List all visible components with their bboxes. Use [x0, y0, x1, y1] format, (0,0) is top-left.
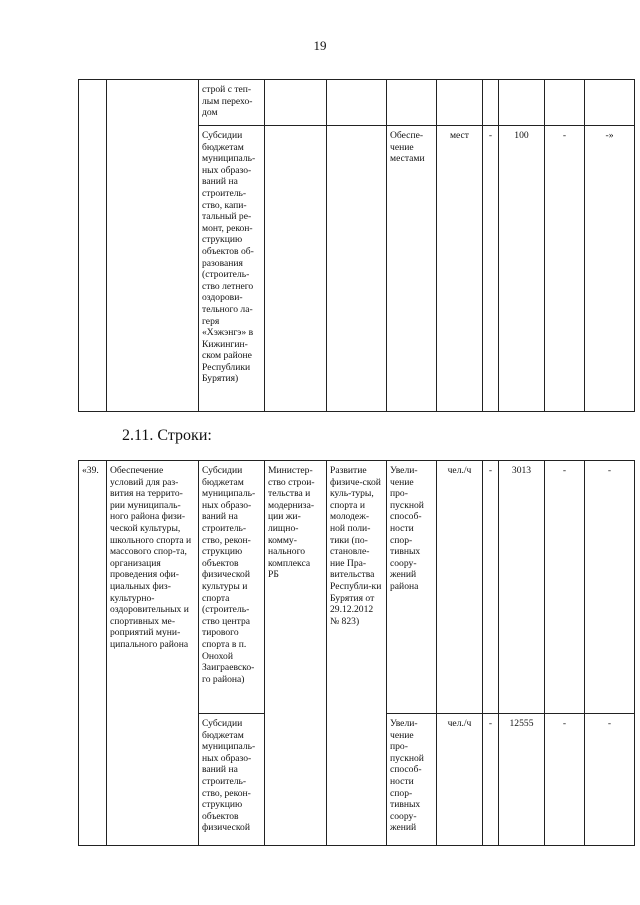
cell-col-c — [585, 80, 635, 126]
cell-unit: мест — [437, 126, 483, 412]
cell-col-c: - — [585, 461, 635, 714]
cell-program — [327, 80, 387, 126]
cell-value: 100 — [499, 126, 545, 412]
cell-project: строй с теп-лым перехо-дом — [199, 80, 265, 126]
cell-goal — [107, 80, 199, 412]
table-row — [79, 461, 635, 714]
cell-indicator — [387, 80, 437, 126]
cell-value — [499, 80, 545, 126]
cell-value: 3013 — [499, 461, 545, 714]
table-rows-added — [78, 460, 635, 846]
cell-responsible — [265, 126, 327, 412]
cell-col-a: - — [483, 461, 499, 714]
cell-goal: Обеспечение условий для раз-вития на террито-рии муниципаль-ного района физи-ческой культуры, школьного спорта и массового спор-та, организация проведения офи-циальных физ-культурно-оздоровительных и спортивных ме-роприятий муни-ципального района — [107, 461, 199, 846]
cell-col-c: -» — [585, 126, 635, 412]
cell-col-b — [545, 80, 585, 126]
cell-col-b: - — [545, 126, 585, 412]
cell-indicator: Увели-чение про-пускной способ-ности спор-тивных соору-жений района — [387, 461, 437, 714]
cell-col-b: - — [545, 461, 585, 714]
cell-project: Субсидии бюджетам муниципаль-ных образо-ваний на строитель-ство, рекон-струкцию объектов физической культуры и спорта (строитель-ство центра тирового спорта в п. Онохой Заиграевско-го района) — [199, 461, 265, 714]
cell-indicator: Увели-чение про-пускной способ-ности спор-тивных соору-жений — [387, 714, 437, 846]
cell-col-a — [483, 80, 499, 126]
table-continued — [78, 79, 635, 412]
cell-indicator: Обеспе-чение местами — [387, 126, 437, 412]
cell-responsible: Министер-ство строи-тельства и модерниза-ции жи-лищно-комму-нального комплекса РБ — [265, 461, 327, 846]
cell-unit — [437, 80, 483, 126]
cell-project: Субсидии бюджетам муниципаль-ных образо-ваний на строитель-ство, рекон-струкцию объектов физической — [199, 714, 265, 846]
cell-col-a: - — [483, 714, 499, 846]
cell-program — [327, 126, 387, 412]
cell-col-b: - — [545, 714, 585, 846]
cell-col-a: - — [483, 126, 499, 412]
cell-value: 12555 — [499, 714, 545, 846]
cell-num — [79, 80, 107, 412]
cell-project: Субсидии бюджетам муниципаль-ных образо-ваний на строитель-ство, капи-тальный ре-монт, рекон-струкцию объектов об-разования (строитель-ство летнего оздорови-тельного ла-геря «Хэжэнгэ» в Кижингин-ском районе Республики Бурятия) — [199, 126, 265, 412]
cell-col-c: - — [585, 714, 635, 846]
cell-program: Развитие физиче-ской куль-туры, спорта и молодеж-ной поли-тики (по-становле-ние Пра-вительства Республи-ки Бурятия от 29.12.2012 № 823) — [327, 461, 387, 846]
cell-num: «39. — [79, 461, 107, 846]
table-row — [79, 80, 635, 126]
cell-unit: чел./ч — [437, 714, 483, 846]
cell-responsible — [265, 80, 327, 126]
section-heading: 2.11. Строки: — [122, 427, 212, 444]
page-number: 19 — [313, 38, 327, 53]
cell-unit: чел./ч — [437, 461, 483, 714]
